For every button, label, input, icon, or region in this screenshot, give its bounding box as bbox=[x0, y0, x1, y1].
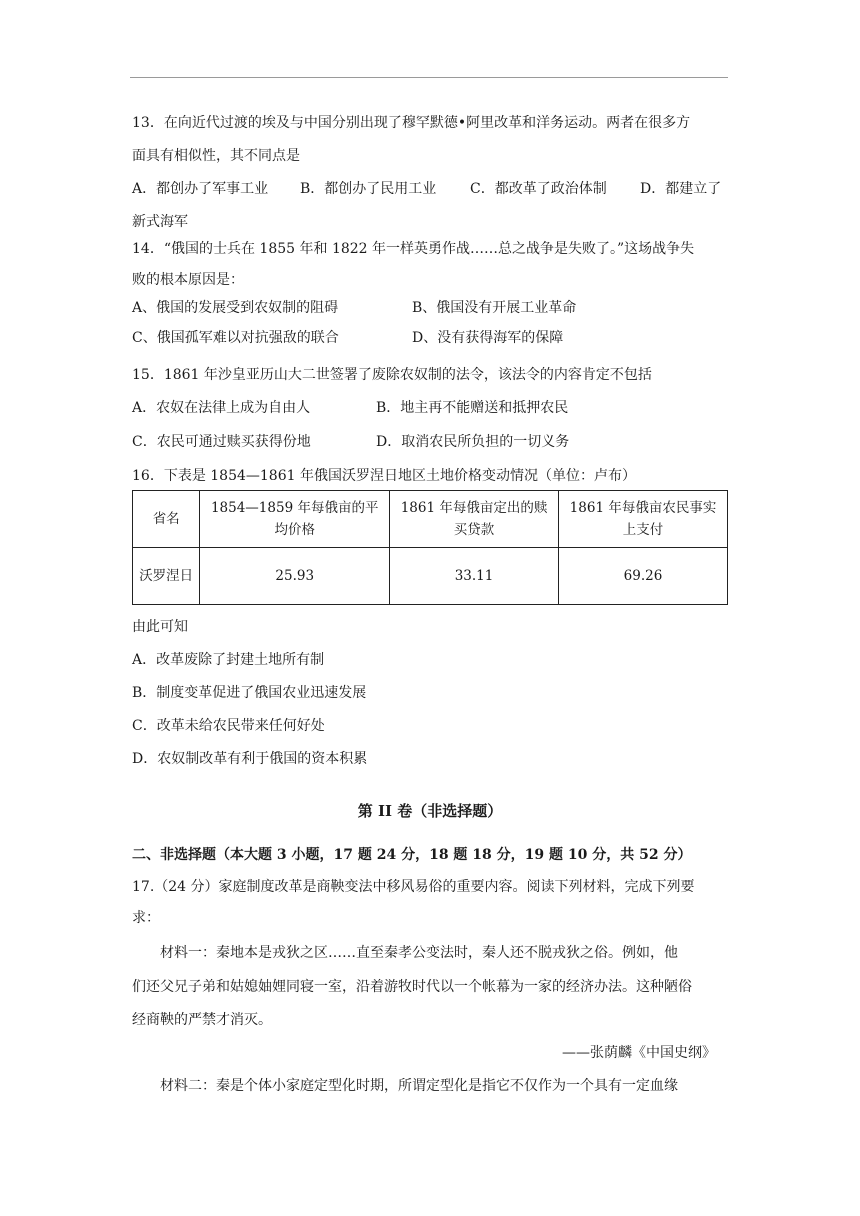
q17-stem-line1: 17.（24 分）家庭制度改革是商鞅变法中移风易俗的重要内容。阅读下列材料，完成下列要 bbox=[132, 879, 695, 895]
q16-stem: 16．下表是 1854—1861 年俄国沃罗涅日地区土地价格变动情况（单位：卢布） bbox=[132, 468, 636, 484]
q16-table-header-redemption-loan: 1861 年每俄亩定出的赎买贷款 bbox=[390, 491, 559, 548]
q17-material1-line2: 们还父兄子弟和姑媳妯娌同寝一室，沿着游牧时代以一个帐幕为一家的经济办法。这种陋俗 bbox=[132, 979, 692, 995]
q16-option-c: C．改革未给农民带来任何好处 bbox=[132, 718, 325, 734]
q13-option-c: C．都改革了政治体制 bbox=[470, 181, 607, 197]
q16-option-a: A．改革废除了封建土地所有制 bbox=[132, 652, 325, 668]
q13-stem-line1: 13．在向近代过渡的埃及与中国分别出现了穆罕默德•阿里改革和洋务运动。两者在很多方 bbox=[132, 115, 691, 131]
q16-table-header-avg-price: 1854—1859 年每俄亩的平均价格 bbox=[200, 491, 390, 548]
q15-option-d: D．取消农民所负担的一切义务 bbox=[376, 434, 570, 450]
q17-material1-source: ——张荫麟《中国史纲》 bbox=[562, 1045, 716, 1061]
q16-table-row bbox=[133, 548, 728, 605]
q13-option-d: D．都建立了 bbox=[640, 181, 722, 197]
header-rule bbox=[130, 77, 728, 78]
q14-option-a: A、俄国的发展受到农奴制的阻碍 bbox=[132, 300, 339, 316]
section-heading: 二、非选择题（本大题 3 小题，17 题 24 分，18 题 18 分，19 题 10 分，共 52 分） bbox=[132, 847, 692, 863]
q15-option-c: C．农民可通过赎买获得份地 bbox=[132, 434, 311, 450]
q15-option-b: B．地主再不能赠送和抵押农民 bbox=[376, 400, 569, 416]
q17-stem-line2: 求： bbox=[132, 910, 160, 926]
q13-option-a: A．都创办了军事工业 bbox=[132, 181, 269, 197]
q16-conclusion-prompt: 由此可知 bbox=[132, 619, 188, 635]
q16-option-b: B．制度变革促进了俄国农业迅速发展 bbox=[132, 685, 367, 701]
q16-table-header-row bbox=[133, 491, 728, 548]
q16-table-cell-redemption-loan: 33.11 bbox=[390, 548, 559, 605]
q14-option-b: B、俄国没有开展工业革命 bbox=[412, 300, 577, 316]
q16-table-cell-province: 沃罗涅日 bbox=[133, 548, 200, 605]
q17-material2-line1: 材料二：秦是个体小家庭定型化时期，所谓定型化是指它不仅作为一个具有一定血缘 bbox=[160, 1078, 678, 1094]
q17-material1-line1: 材料一：秦地本是戎狄之区……直至秦孝公变法时，秦人还不脱戎狄之俗。例如，他 bbox=[160, 945, 678, 961]
q13-option-b: B．都创办了民用工业 bbox=[300, 181, 437, 197]
q15-option-a: A．农奴在法律上成为自由人 bbox=[132, 400, 311, 416]
q14-option-c: C、俄国孤军难以对抗强敌的联合 bbox=[132, 330, 339, 346]
q16-table-cell-actual-payment: 69.26 bbox=[559, 548, 728, 605]
q16-table-header-province: 省名 bbox=[133, 491, 200, 548]
q14-stem-line1: 14．“俄国的士兵在 1855 年和 1822 年一样英勇作战……总之战争是失败了。”这场战争失 bbox=[132, 241, 695, 257]
q14-stem-line2: 败的根本原因是： bbox=[132, 272, 244, 288]
q15-stem: 15．1861 年沙皇亚历山大二世签署了废除农奴制的法令，该法令的内容肯定不包括 bbox=[132, 367, 652, 383]
q16-table-header-actual-payment: 1861 年每俄亩农民事实上支付 bbox=[559, 491, 728, 548]
q16-table bbox=[132, 490, 728, 605]
q13-stem-line2: 面具有相似性，其不同点是 bbox=[132, 148, 300, 164]
q14-option-d: D、没有获得海军的保障 bbox=[412, 330, 564, 346]
q16-option-d: D．农奴制改革有利于俄国的资本积累 bbox=[132, 751, 368, 767]
section-title: 第 II 卷（非选择题） bbox=[357, 802, 503, 820]
q17-material1-line3: 经商鞅的严禁才消灭。 bbox=[132, 1012, 272, 1028]
q16-table-cell-avg-price: 25.93 bbox=[200, 548, 390, 605]
q13-option-d-wrap: 新式海军 bbox=[132, 214, 188, 230]
